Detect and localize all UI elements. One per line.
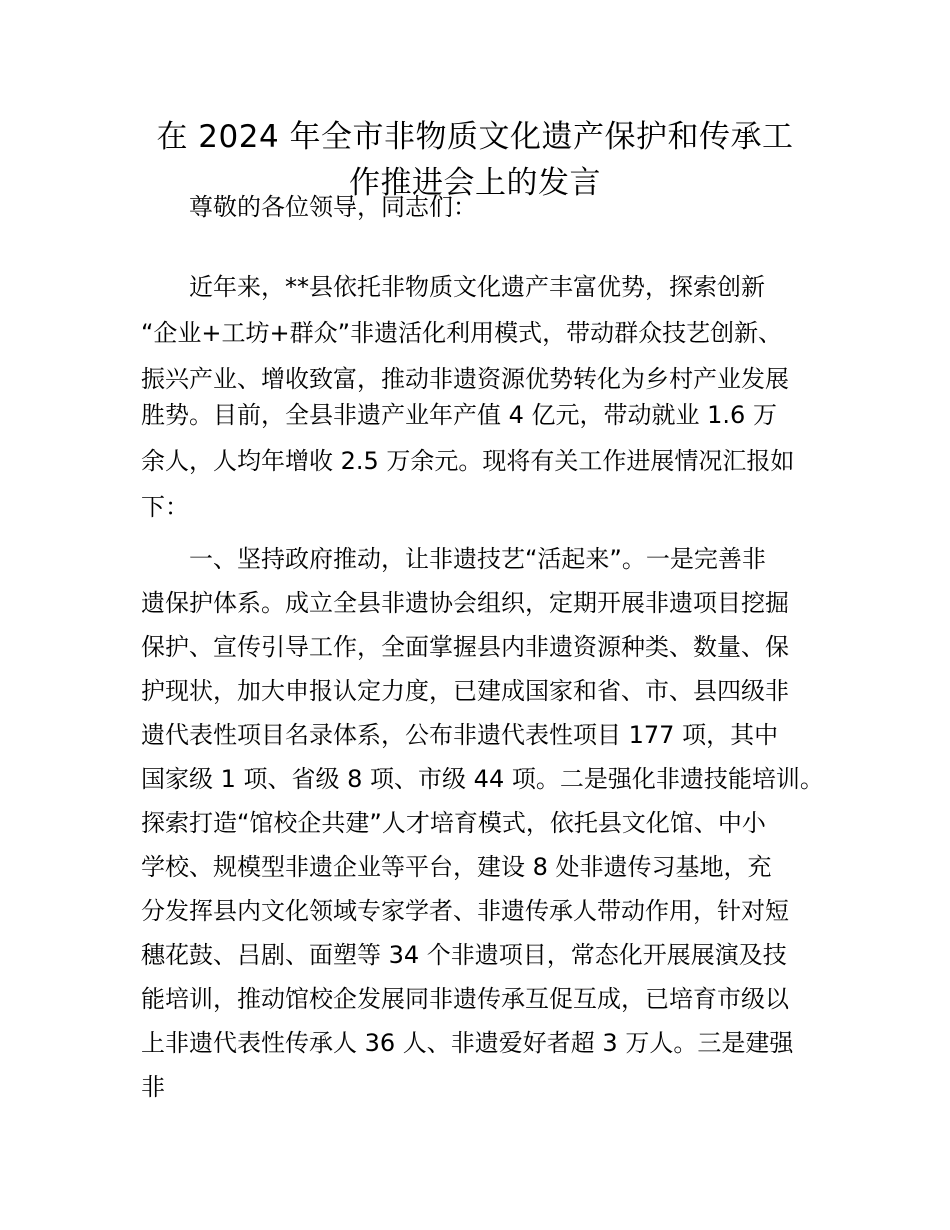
paragraph-section1-line-11: 能培训，推动馆校企发展同非遗传承互促互成，已培育市级以 <box>141 985 789 1013</box>
paragraph-section1-line-13: 非 <box>141 1073 165 1101</box>
paragraph-section1-line-3: 保护、宣传引导工作，全面掌握县内非遗资源种类、数量、保 <box>141 633 789 661</box>
paragraph-intro-line-4: 胜势。目前，全县非遗产业年产值 4 亿元，带动就业 1.6 万 <box>141 401 777 429</box>
paragraph-intro-line-6: 下： <box>141 493 189 521</box>
paragraph-section1-line-4: 护现状，加大申报认定力度，已建成国家和省、市、县四级非 <box>141 677 789 705</box>
paragraph-section1-line-1: 一、坚持政府推动，让非遗技艺“活起来”。一是完善非 <box>141 545 766 573</box>
paragraph-intro-line-2: “企业+工坊+群众”非遗活化利用模式，带动群众技艺创新、 <box>141 319 783 347</box>
paragraph-section1-line-9: 分发挥县内文化领域专家学者、非遗传承人带动作用，针对短 <box>141 897 789 925</box>
paragraph-intro-line-1: 近年来，**县依托非物质文化遗产丰富优势，探索创新 <box>141 273 765 301</box>
paragraph-intro-line-5: 余人，人均年增收 2.5 万余元。现将有关工作进展情况汇报如 <box>141 447 795 475</box>
paragraph-section1-line-7: 探索打造“馆校企共建”人才培育模式，依托县文化馆、中小 <box>141 809 766 837</box>
paragraph-intro-line-3: 振兴产业、增收致富，推动非遗资源优势转化为乡村产业发展 <box>141 365 789 393</box>
paragraph-section1-line-6: 国家级 1 项、省级 8 项、市级 44 项。二是强化非遗技能培训。 <box>141 765 824 793</box>
salutation-line: 尊敬的各位领导，同志们： <box>141 193 477 221</box>
paragraph-section1-line-12: 上非遗代表性传承人 36 人、非遗爱好者超 3 万人。三是建强 <box>141 1029 794 1057</box>
document-title-line-2: 作推进会上的发言 <box>349 165 601 201</box>
paragraph-section1-line-5: 遗代表性项目名录体系，公布非遗代表性项目 177 项，其中 <box>141 721 779 749</box>
paragraph-section1-line-8: 学校、规模型非遗企业等平台，建设 8 处非遗传习基地，充 <box>141 853 772 881</box>
document-title-line-1: 在 2024 年全市非物质文化遗产保护和传承工 <box>156 119 794 155</box>
paragraph-section1-line-2: 遗保护体系。成立全县非遗协会组织，定期开展非遗项目挖掘 <box>141 589 789 617</box>
paragraph-section1-line-10: 穗花鼓、吕剧、面塑等 34 个非遗项目，常态化开展展演及技 <box>141 941 787 969</box>
